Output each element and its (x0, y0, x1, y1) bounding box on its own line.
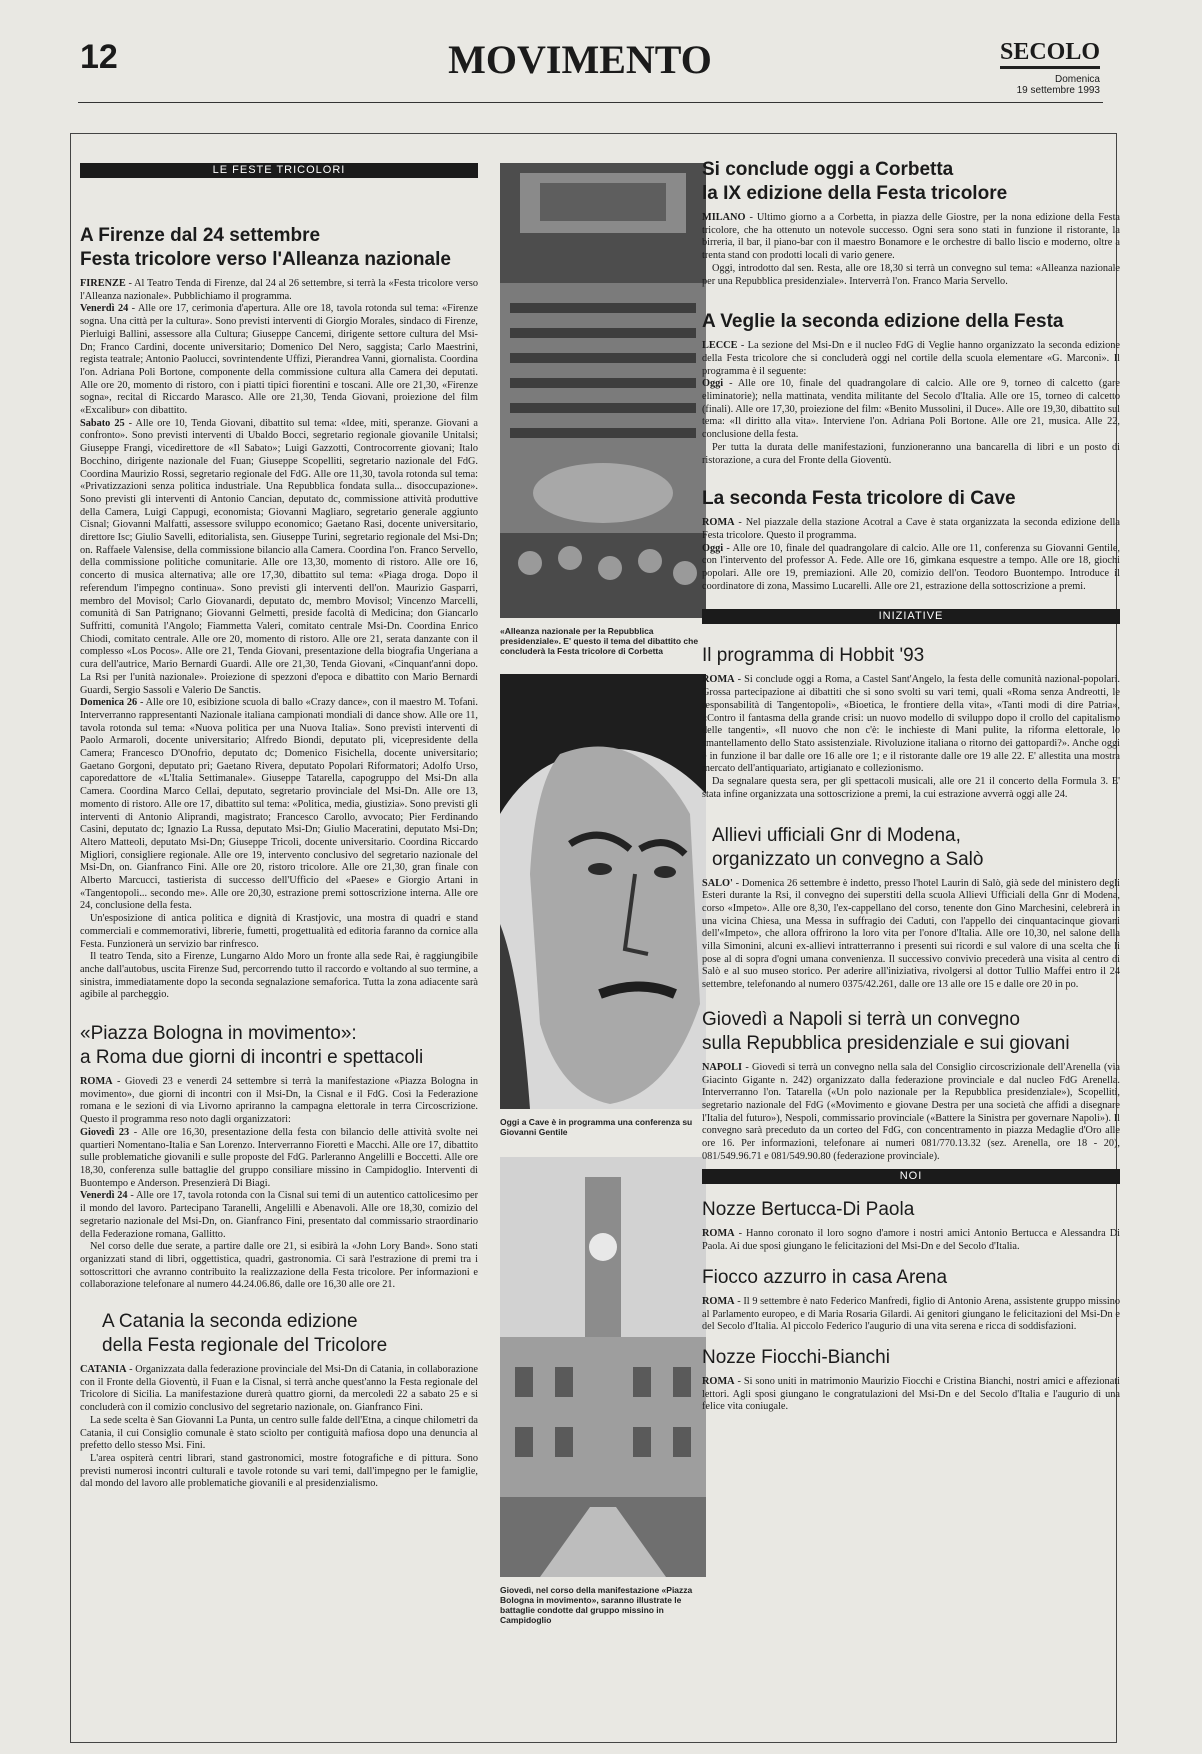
photo-caption: «Alleanza nazionale per la Repubblica presidenziale». E' questo il tema del dibattito che concluderà la Festa tricolore di Corbetta (500, 626, 699, 656)
article-catania (80, 1310, 478, 1358)
left-column (80, 163, 478, 1738)
article-body (80, 1076, 478, 1292)
paragraph: - Si sono uniti in matrimonio Maurizio Fiocchi e Cristina Bianchi, nostri amici e affezionati lettori. Agli sposi giungano le congratulazioni del Msi-Dn e del Secolo d'Italia e l'augurio di una felice vita coniugale. (702, 1375, 1120, 1413)
issue-date (1017, 74, 1100, 96)
day-heading: Venerdì 24 (80, 303, 129, 315)
article-title-line: la IX edizione della Festa tricolore (702, 183, 1008, 204)
article-title-line: Allievi ufficiali Gnr di Modena, (712, 824, 961, 846)
photo-column (500, 163, 706, 1738)
dateline: ROMA (702, 1228, 735, 1240)
dateline: LECCE (702, 340, 738, 352)
dateline: ROMA (80, 1076, 113, 1088)
article-veglie (702, 310, 1120, 467)
paragraph: - Organizzata dalla federazione provinciale del Msi-Dn di Catania, in collaborazione con il Fronte della Gioventù, il Fuan e la Cisnal, si terrà anche quest'anno la Festa regionale del Tricolore di Sicilia. La manifestazione durerà quattro giorni, da mercoledì 22 a sabato 25 e si concluderà con il comizio conclusivo del segretario nazionale, on. Gianfranco Fini. (80, 1364, 478, 1414)
header-rule (78, 102, 1103, 103)
paragraph: - Giovedì si terrà un convegno nella sala del Consiglio circoscrizionale dell'Arenella (via Giacinto Gigante n. 242) organizzato dalla federazione provinciale e dal nucleo FdG Arenella. Interverranno l'on. Tatarella («Un polo nazionale per la Repubblica presidenziale»), Scopelliti, segretario nazionale del FdG («Movimento e giovane Destra per una società che affidi a disegnare l'Italia del futuro»), Nespoli, commissario provinciale («Battere la Sinistra per governare Napoli»). Il convegno sarà preceduto da un corteo del FdG, con concentramento in piazza Medaglie d'Oro alle ore 16. Per informazioni, telefonare ai numeri 081/770.13.32 (sez. Arenella, ore 18 - 20), 081/549.96.71 e 081/549.90.80 (federazione provinciale). (702, 1061, 1120, 1162)
paragraph: Un'esposizione di antica politica e dignità di Krastjovic, una mostra di quadri e stand commerciali e commemorativi, librerie, fumetti, progettualità ed editoria faranno da cornice alla Festa. Funzionerà un servizio bar rinfresco. (80, 913, 478, 950)
article-body (702, 212, 1120, 288)
section-title: MOVIMENTO (448, 37, 712, 82)
article-piazza-bologna (80, 1022, 478, 1292)
section-label-iniziative: INIZIATIVE (702, 609, 1120, 624)
article-fiocco-arena (702, 1266, 1120, 1334)
article-title-line: Giovedì a Napoli si terrà un convegno (702, 1008, 1020, 1030)
paragraph: - Alle ore 10, finale del quadrangolare di calcio. Alle ore 9, torneo di calcetto (gare eliminatorie); nella mattinata, vendita militante del Secolo d'Italia. Alle ore 15, torneo di calcetto (finali). Alle ore 17,30, proiezione del film: «Benito Mussolini, il Duce». Alle ore 19,30, dibattito sul tema: «Il diritto alla vita». Interviene l'on. Adriana Poli Bortone. Alle ore 21, musica. Alle 22, conclusione della festa. (702, 378, 1120, 441)
article-salo (702, 824, 1120, 872)
dateline: FIRENZE (80, 278, 126, 289)
photo-caption: Oggi a Cave è in programma una conferenza su Giovanni Gentile (500, 1117, 693, 1137)
article-hobbit (702, 644, 1120, 801)
article-title: Nozze Fiocchi-Bianchi (702, 1346, 890, 1368)
article-title-line: Si conclude oggi a Corbetta (702, 159, 954, 180)
day-heading: Oggi (702, 542, 724, 554)
paragraph: - La sezione del Msi-Dn e il nucleo FdG di Veglie hanno organizzato la seconda edizione della Festa tricolore che si concluderà oggi nel cortile della scuola elementare «G. Marconi». Il programma è il seguente: (702, 340, 1120, 377)
paragraph: - Alle ore 10, finale del quadrangolare di calcio. Alle ore 11, conferenza su Giovanni Gentile, con l'intervento del professor A. Fede. Alle ore 16, gimkana esquestre a tempo. Alle ore 18, giochi popolari. Alle ore 19, premiazioni. Alle 20, comizio dell'on. Teodoro Buontempo. Introduce il coordinatore di zona, Massimo Lucarelli. Alle ore 21, estrazione della sottoscrizione a premi. (702, 542, 1120, 592)
day-heading: Venerdì 24 (80, 1190, 128, 1202)
paragraph: Oggi, introdotto dal sen. Resta, alle ore 18,30 si terrà un convegno sul tema: «Alleanza nazionale per una Repubblica presidenziale». Interverrà l'on. Franco Maria Servello. (702, 262, 1120, 287)
paragraph: Per tutta la durata delle manifestazioni, funzioneranno una bancarella di libri e un posto di ristorazione, a cura del Fronte della Gioventù. (702, 441, 1120, 466)
paragraph: - Nel piazzale della stazione Acotral a Cave è stata organizzata la seconda edizione della Festa tricolore. Questo il programma. (702, 517, 1120, 541)
dateline: ROMA (702, 1375, 735, 1387)
article-body (80, 278, 478, 1002)
article-title-line: Festa tricolore verso l'Alleanza nazionale (80, 249, 451, 270)
article-cave (702, 487, 1120, 593)
article-body (702, 674, 1120, 801)
page-number: 12 (80, 38, 118, 76)
paragraph: - Domenica 26 settembre è indetto, presso l'hotel Laurin di Salò, già sede del ministero degli Esteri durante la Rsi, il convegno dei superstiti della scuola Allievi Ufficiali della Gnr di Modena, corso «Impeto». Alle ore 8,30, l'ex-cappellano del corso, tenente don Gino Marchesini, celebrerà in una vicina Chiesa, una Messa in suffragio dei Caduti, con l'appello dei cinquantacinque giovani dell'«Impeto», che allora offrirono la loro vita per l'onore d'Italia. Alle ore 10,30, nel salone della villa Simonini, alcuni ex-allievi intratterranno i presenti sui ricordi e sul valore di una scelta che li pose al di sopra d'ogni umana convenienza. Il successivo convivio precederà una visita al centro di Salò e al suo museo storico. Per aderire all'iniziativa, rivolgersi al dottor Tullio Maffei entro il 24 settembre, telefonando al numero 0375/42.261, dalle ore 13 alle ore 15 e dalle ore 20 in po. (702, 877, 1120, 991)
paragraph: Il teatro Tenda, sito a Firenze, Lungarno Aldo Moro un fronte alla sede Rai, è raggiungibile anche dall'autobus, uscita Firenze Sud, percorrendo tutto il raccordo e voltando al suo termine, a sinistra, immediatamente dopo la seconda segnalazione semaforica. Tutta la zona adiacente sarà agibile al parcheggio. (80, 951, 478, 1001)
article-title-line: A Catania la seconda edizione (102, 1311, 358, 1333)
paragraph: La sede scelta è San Giovanni La Punta, un centro sulle falde dell'Etna, a cinque chilometri da Catania, il cui Consiglio comunale è stato sciolto per contiguità mafiosa dopo una denuncia al prefetto dello stesso Msi. Fini. (80, 1414, 478, 1452)
issue-day: Domenica (1054, 74, 1100, 85)
article-title-line: A Firenze dal 24 settembre (80, 225, 321, 246)
article-body (702, 517, 1120, 593)
dateline: SALO' (702, 877, 733, 889)
day-heading: Domenica 26 (80, 697, 138, 709)
article-title-line: della Festa regionale del Tricolore (102, 1335, 388, 1357)
paragraph: - Alle ore 10, Tenda Giovani, dibattito sul tema: «Idee, miti, speranze. Giovani a confronto». Sono previsti interventi di Ubaldo Bocci, segretario regionale giovanile Unitalsi; Giuseppe Frangi, vicedirettore de «Il Sabato»; Luigi Gazzotti, Controcorrente giovani; Italo Bocchino, dirigente nazionale del Fuan; Giuseppe Scopelliti, segretario nazionale del FdG. Coordina Maurizio Rossi, segretario regionale del FdG. Alle ore 11,30, tavola rotonda sul tema: «Privatizzazioni senza politica industriale. Una Repubblica fondata sulla... disoccupazione». Sono previsti gli interventi di Antonio Cancian, deputato dc, commissione attività produttive della Camera, Luigi Cappugi, economista; Giovanni Magliaro, segretario generale aggiunto Cisnal; Giovanni Malfatti, assessore sviluppo economico; Gaetano Rasi, docente universitario, direttore Isc; Giulio Savelli, editorialista, sen. Giuseppe Turini, segretario regionale del Msi-Dn; on. Raffaele Valensise, della commissione bilancio alla Camera. Coordina l'on. Franco Servello, della commissione politiche comunitarie. Alle ore 13,30, momento di ristoro. Alle ore 16, concerto di musica alternativa; alle ore 17,30, dibattito sul tema: «Piaga droga. Dopo il referendum l'impegno continua». Sono previsti gli interventi dell'on. Maurizio Gasparri, membro del Movisol; Carlo Giovanardi, deputato dc, membro Movisol; Vincenzo Marcelli, comunità di San Patrignano; Giovanni Gelmetti, preside facoltà di Medicina; don Giancarlo Suffritti, comunità l'Angolo; Fiammetta Valeri, comitato centrale Msi-Dn. Coordina Enrico Chiodi, comitato centrale. Alle ore 20, momento di ristoro. Alle ore 21, serata danzante con il complesso «Los Pocos». Alle ore 21, Tenda Giovani, presentazione della biografia Ungeriana a cura dell'autrice, Mario Bernardi Guardi. Alle ore 21,30, Tenda Giovani, «Cinquant'anni dopo. La Rsi per l'unità nazionale». Proiezione di spezzoni d'epoca e dibattito con Mario Bernardi Guardi, Sergio Sassoli e Valerio De Sanctis. (80, 417, 478, 696)
article-nozze-fiocchi (702, 1346, 1120, 1414)
day-heading: Oggi (702, 378, 724, 390)
article-nozze-bertucca (702, 1198, 1120, 1253)
paragraph: - Si conclude oggi a Roma, a Castel Sant'Angelo, la festa delle comunità nazional-popolari. Grossa partecipazione ai dibattiti che si sono svolti su vari temi, quali «Roma senza Andreotti, le responsabilità di Tangentopoli», «Bioetica, le frontiere della vita», «Tanti modi di dire Patria», «Contro il fantasma della grande crisi: un nuovo modello di sviluppo dopo il crollo del capitalismo delle tangenti», «Il nuovo che non c'è: le inchieste di Mani pulite, la riforma elettorale, lo smantellamento dello Stato assistenziale. Rivoluzione italiana o ritorno dei gattopardi?». Anche oggi è in funzione il bar dalle ore 16 alle ore 1; e il ristorante dalle ore 19 alle 22. E' allestita una mostra mercato dell'antiquariato, artigianato e collezionismo. (702, 674, 1120, 775)
article-title: Il programma di Hobbit '93 (702, 645, 925, 667)
masthead-logo (1000, 40, 1100, 64)
paragraph: L'area ospiterà centri librari, stand gastronomici, mostre fotografiche e di pittura. Sono previsti numerosi incontri culturali e tavole rotonde su vari temi, dall'impegno per le famiglie, dal mondo del lavoro alle problematiche giovanili e al presidenzialismo. (80, 1452, 478, 1490)
issue-full-date: 19 settembre 1993 (1016, 85, 1100, 96)
article-body (702, 1376, 1120, 1414)
article-title: La seconda Festa tricolore di Cave (702, 488, 1016, 510)
section-label-feste: LE FESTE TRICOLORI (80, 163, 478, 178)
dateline: ROMA (702, 1295, 735, 1307)
article-body (702, 340, 1120, 467)
paragraph: - Il 9 settembre è nato Federico Manfredi, figlio di Antonio Arena, assistente gruppo missino al Parlamento europeo, e di Maria Rosaria Gilardi. Ai genitori giungano le felicitazioni del Msi-Dn e del Secolo d'Italia. Al piccolo Federico l'augurio di una vita serena e ricca di soddisfazioni. (702, 1295, 1120, 1333)
article-body (702, 1062, 1120, 1164)
article-firenze (80, 224, 478, 1002)
dateline: CATANIA (80, 1364, 127, 1376)
article-body (80, 1364, 478, 1491)
paragraph: - Ultimo giorno a a Corbetta, in piazza delle Giostre, per la nona edizione della Festa tricolore, che ha ottenuto un notevole successo. Ogni sera sono stati in funzione il ristorante, la birreria, il bar, il piano-bar con il maestro Bonamore e le orchestre di ballo liscio e moderno, oltre a trenta stand con prodotti locali di vario genere. (702, 212, 1120, 262)
paragraph: - Alle ore 17, cerimonia d'apertura. Alle ore 18, tavola rotonda sul tema: «Firenze sogna. Una città per la cultura». Sono previsti interventi di Giorgio Morales, sindaco di Firenze, Pierluigi Ballini, assessore alla Cultura; Giuseppe Cancemi, dirigente settore cultura del Msi-Dn; Franco Cardini, docente universitario; Domenico Del Nero, saggista; Carlo Maestrini, regista teatrale; Antonio Paolucci, sovrintendente Uffizi, Pierandrea Vanni, giornalista. Coordina l'on. Adriana Poli Bortone, componente della commissione cultura alla Camera dei deputati. Alle ore 20, momento di ristoro, con i piatti tipici fiorentini e toscani. Alle ore 21,30, «Firenze sogna», recital di Riccardo Marasco. Alle ore 21,30, Tenda Giovani, proiezione del film «Excalibur» con dibattito. (80, 303, 478, 417)
article-napoli (702, 1008, 1120, 1164)
paragraph: - Alle ore 10, esibizione scuola di ballo «Crazy dance», con il maestro M. Tofani. Interverranno rappresentanti Nazionale italiana campionati mondiali di dance show. Alle ore 11, tavola rotonda sul tema: «Nuova politica per una Nuova Italia». Sono previsti interventi di Paolo Armaroli, docente universitario; Alfredo Biondi, deputato pli, vicepresidente della Camera; Francesco D'Onofrio, deputato dc; Domenico Fisichella, docente universitario; Gaetano Gorgoni, deputato pri; Gaetano Rivera, deputato Popolari Riformatori; Adolfo Urso, caporedattore de «L'Italia Settimanale». Giuseppe Tatarella, capogruppo del Msi-Dn alla Camera. Coordina Marco Cellai, deputato, segretario provinciale del Msi-Dn. Alle ore 13, momento di ristoro. Alle ore 17, dibattito sul tema: «Politica, media, giustizia». Sono previsti gli interventi di Antonio Aliprandi, magistrato; Francesco Carollo, avvocato; Pier Ferdinando Casini, deputato dc; Ignazio La Russa, deputato Msi-Dn; Giulio Maceratini, deputato Msi-Dn; Altero Matteoli, deputato Msi-Dn; Giuseppe Tricoli, docente universitario. Coordina Riccardo Migliori, consigliere regionale. Alle ore 19, intervento conclusivo del segretario nazionale del Msi-Dn, on. Gianfranco Fini. Alle ore 20, ristoro tricolore. Alle ore 21,30, gran finale con Alberto Marcucci, tastierista di successo dell'Ufficio del «Paese» e Giorgio Artani in «Tangentopoli... secondo me». Alle ore 20,30, estrazione premi sottoscrizione interna. Alle ore 24, conclusione della festa. (80, 697, 478, 912)
gentile-portrait-photo (500, 674, 706, 1109)
article-corbetta (702, 158, 1120, 288)
right-column (702, 158, 1120, 1736)
paragraph: - Hanno coronato il loro sogno d'amore i nostri amici Antonio Bertucca e Alessandra Di Paola. Ai due sposi giungano le felicitazioni del Msi-Dn e del Secolo d'Italia. (702, 1228, 1120, 1253)
dateline: ROMA (702, 674, 735, 686)
dateline: MILANO (702, 212, 746, 223)
paragraph: Da segnalare questa sera, per gli spettacoli musicali, alle ore 21 il concerto della Formula 3. E' stata infine organizzata una sottoscrizione a premi, la cui estrazione avverrà oggi alle 24. (702, 776, 1120, 800)
photo-caption: Giovedì, nel corso della manifestazione «Piazza Bologna in movimento», saranno illustrate le battaglie condotte dal gruppo missino in Campidoglio (500, 1585, 693, 1625)
paragraph: - Giovedì 23 e venerdì 24 settembre si terrà la manifestazione «Piazza Bologna in movimento», due giorni di incontri con il Msi-Dn, la Cisnal e il FdG. Così la Federazione romana e le sezioni di via Livorno apriranno la campagna elettorale in terra Circoscrizione. Questo il programma reso noto dagli organizzatori: (80, 1076, 478, 1126)
paragraph: Nel corso delle due serate, a partire dalle ore 21, si esibirà la «John Lory Band». Sono stati organizzati stand di libri, oggettistica, quadri, gastronomia. Ci sarà l'estrazione di premi tra i sottoscrittori che avranno contribuito la realizzazione della Festa tricolore. Per informazioni e collaborazione telefonare al numero 44.24.06.86, dalle ore 16,30 alle ore 21. (80, 1241, 478, 1291)
section-label-noi: NOI (702, 1169, 1120, 1184)
article-title: Nozze Bertucca-Di Paola (702, 1199, 915, 1221)
dateline: NAPOLI (702, 1061, 743, 1073)
paragraph: - Alle ore 16,30, presentazione della festa con bilancio delle attività svolte nei quartieri Nomentano-Italia e San Lorenzo. Interverranno Fiorettì e Macchi. Alle ore 17, dibattito sulle problematiche giovanili e sulle proposte del FdG. Parleranno Angelilli e Boccetti. Alle ore 18,30, conferenza sulle battaglie del gruppo consiliare missino in Campidoglio. Interventi di Buontempo e Anderson. Presenzierà Di Biagi. (80, 1126, 478, 1189)
paragraph: - Al Teatro Tenda di Firenze, dal 24 al 26 settembre, si terrà la «Festa tricolore verso l'Alleanza nazionale». Pubblichiamo il programma. (80, 278, 478, 302)
paragraph: - Alle ore 17, tavola rotonda con la Cisnal sui temi di un autentico cattolicesimo per il mondo del lavoro. Partecipano Taranelli, Angelilli e Abenavoli. Alle ore 18,30, comizio del segretario nazionale del Msi-Dn, on. Gianfranco Fini, presentato dal commissario straordinario della Federazione romana, Gallitto. (80, 1190, 478, 1240)
article-title-line: organizzato un convegno a Salò (712, 848, 984, 870)
day-heading: Sabato 25 (80, 417, 125, 429)
dateline: ROMA (702, 517, 735, 529)
article-title-line: «Piazza Bologna in movimento»: (80, 1023, 357, 1045)
parliament-photo (500, 163, 706, 618)
article-title: Fiocco azzurro in casa Arena (702, 1266, 948, 1288)
brand-name: SECOLO (1000, 39, 1100, 69)
article-title-line: sulla Repubblica presidenziale e sui giovani (702, 1032, 1070, 1054)
article-title: A Veglie la seconda edizione della Festa (702, 311, 1064, 333)
day-heading: Giovedì 23 (80, 1126, 130, 1138)
article-body (702, 1228, 1120, 1253)
article-title-line: a Roma due giorni di incontri e spettacoli (80, 1047, 424, 1069)
campidoglio-photo (500, 1157, 706, 1577)
article-body (702, 1296, 1120, 1334)
article-body (702, 878, 1120, 992)
